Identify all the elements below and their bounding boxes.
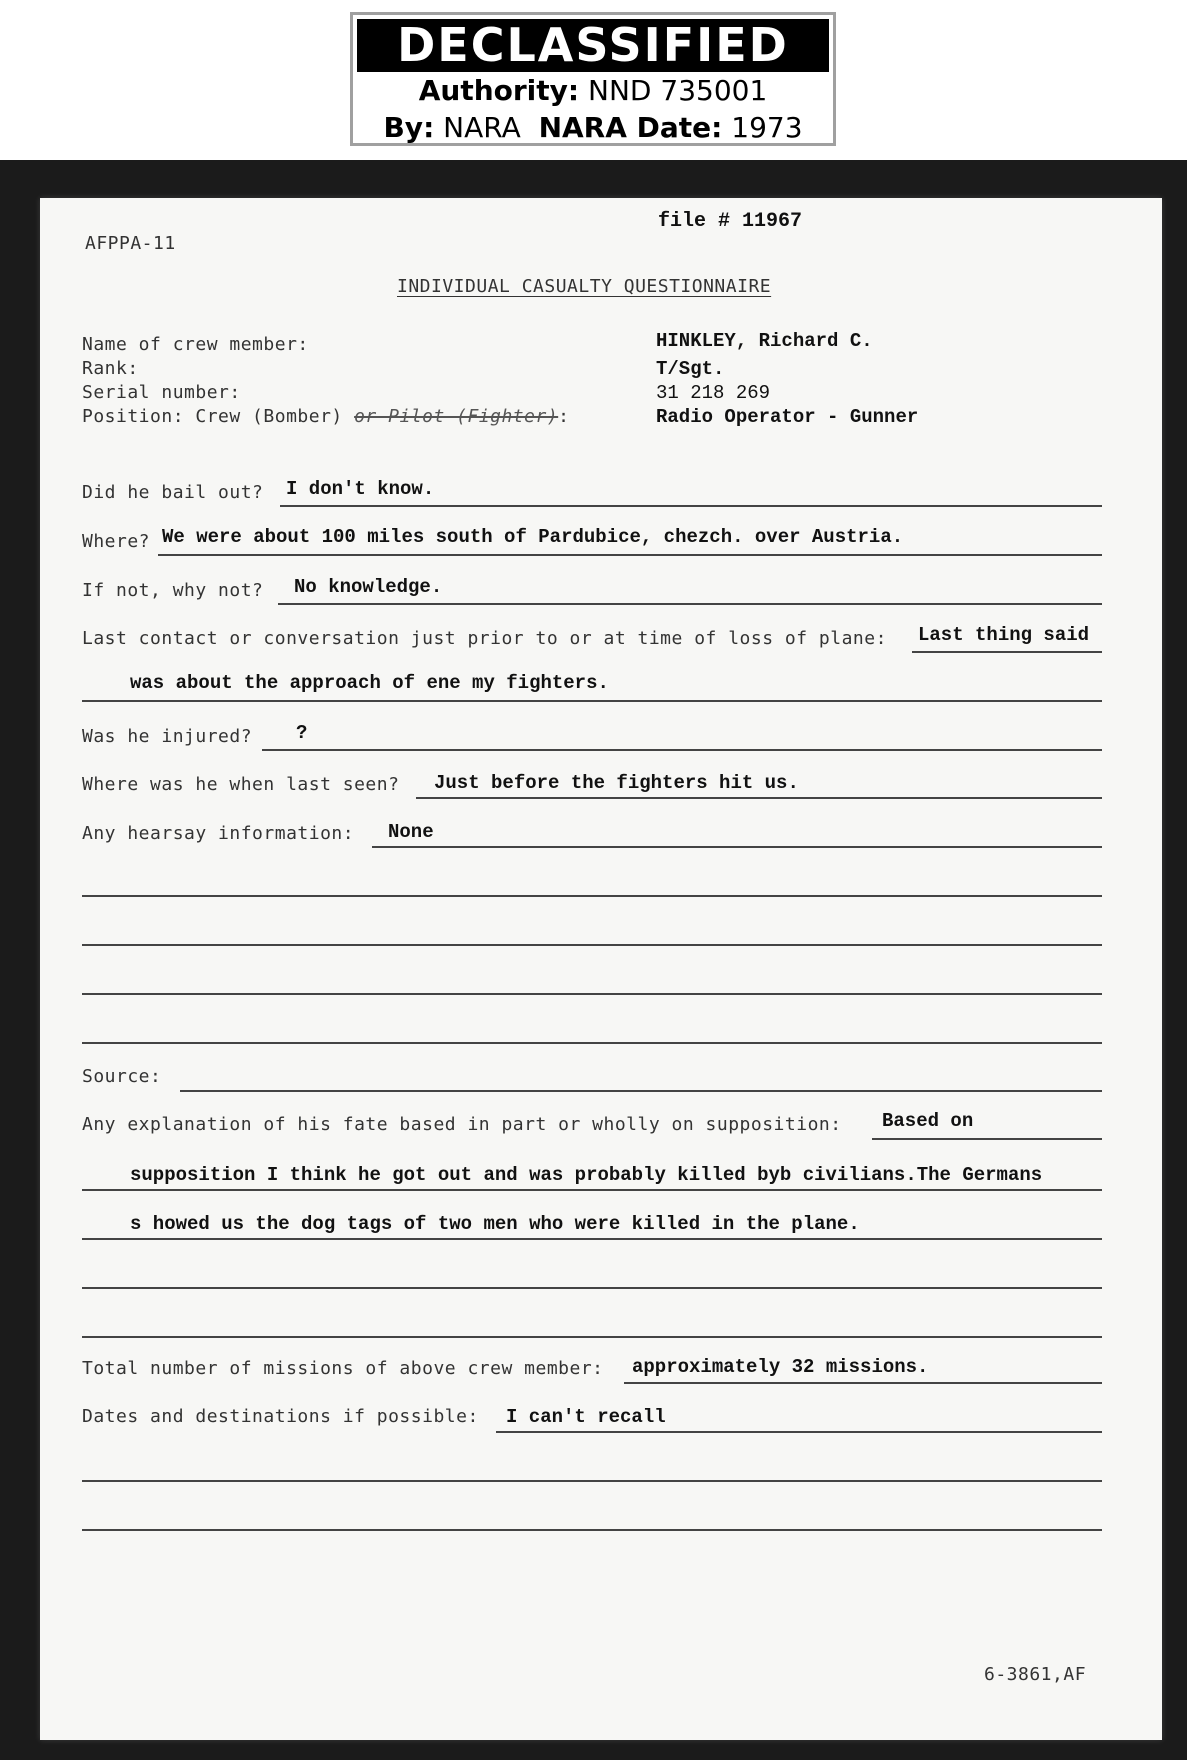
stamp-authority [353,72,833,109]
source-line [180,1090,1102,1092]
explain-label: Any explanation of his fate based in part or wholly on supposition: [82,1114,842,1135]
injured-label: Was he injured? [82,726,253,747]
declassified-stamp [350,12,836,146]
position-label [82,406,570,427]
rank-label: Rank: [82,358,139,379]
stamp-by-label: By: [383,111,435,144]
dates-line [496,1431,1102,1433]
explain-line-3 [82,1238,1102,1240]
form-code: 6-3861,AF [984,1664,1087,1685]
form-id: AFPPA-11 [85,233,176,254]
explain-value-1: Based on [882,1110,974,1132]
stamp-by-date [353,109,833,146]
blank-line [82,1287,1102,1289]
seen-line [416,797,1102,799]
contact-line-1 [912,651,1102,653]
explain-value-2: supposition I think he got out and was probably killed byb civilians.The Germans [130,1164,1043,1186]
stamp-by-value: NARA [443,111,521,144]
position-label-text: Position: Crew (Bomber) [82,406,343,427]
explain-value-3: s howed us the dog tags of two men who were killed in the plane. [130,1213,860,1235]
position-struck-text: or Pilot (Fighter) [354,406,559,427]
contact-value-2: was about the approach of ene my fighters. [130,672,609,694]
missions-line [624,1382,1102,1384]
name-label: Name of crew member: [82,334,309,355]
missions-label: Total number of missions of above crew member: [82,1358,604,1379]
why-value: No knowledge. [294,576,443,598]
scanned-document [0,160,1187,1760]
blank-line [82,993,1102,995]
explain-line-2 [82,1189,1102,1191]
stamp-title: DECLASSIFIED [357,19,829,72]
blank-line [82,944,1102,946]
hearsay-line [372,846,1102,848]
why-line [278,603,1102,605]
injured-line [262,749,1102,751]
file-number: file # 11967 [658,210,803,233]
stamp-authority-value: NND 735001 [588,74,768,107]
stamp-date-label: NARA Date: [538,111,723,144]
serial-value: 31 218 269 [656,382,771,404]
blank-line [82,1336,1102,1338]
explain-line-1 [872,1138,1102,1140]
questionnaire-page [40,198,1162,1740]
form-title: INDIVIDUAL CASUALTY QUESTIONNAIRE [397,276,772,297]
where-line [158,554,1102,556]
blank-line [82,1480,1102,1482]
contact-label: Last contact or conversation just prior to or at time of loss of plane: [82,628,887,649]
contact-value-1: Last thing said [918,624,1090,646]
dates-value: I can't recall [506,1406,666,1428]
why-label: If not, why not? [82,580,264,601]
name-value: HINKLEY, Richard C. [656,330,873,352]
bail-line [280,505,1102,507]
dates-label: Dates and destinations if possible: [82,1406,479,1427]
bail-value: I don't know. [286,478,435,500]
where-value: We were about 100 miles south of Pardubice, chezch. over Austria. [162,526,904,548]
position-value: Radio Operator - Gunner [656,406,919,428]
injured-value: ? [296,722,308,744]
contact-line-2 [82,700,1102,702]
stamp-date-value: 1973 [731,111,803,144]
rank-value: T/Sgt. [656,358,725,380]
bail-label: Did he bail out? [82,482,264,503]
seen-label: Where was he when last seen? [82,774,400,795]
position-colon: : [558,406,570,427]
blank-line [82,1042,1102,1044]
hearsay-label: Any hearsay information: [82,823,355,844]
where-label: Where? [82,531,151,552]
hearsay-value: None [388,821,434,843]
seen-value: Just before the fighters hit us. [434,772,799,794]
source-label: Source: [82,1066,162,1087]
blank-line [82,1529,1102,1531]
blank-line [82,895,1102,897]
stamp-authority-label: Authority: [418,74,580,107]
serial-label: Serial number: [82,382,241,403]
missions-value: approximately 32 missions. [632,1356,929,1378]
